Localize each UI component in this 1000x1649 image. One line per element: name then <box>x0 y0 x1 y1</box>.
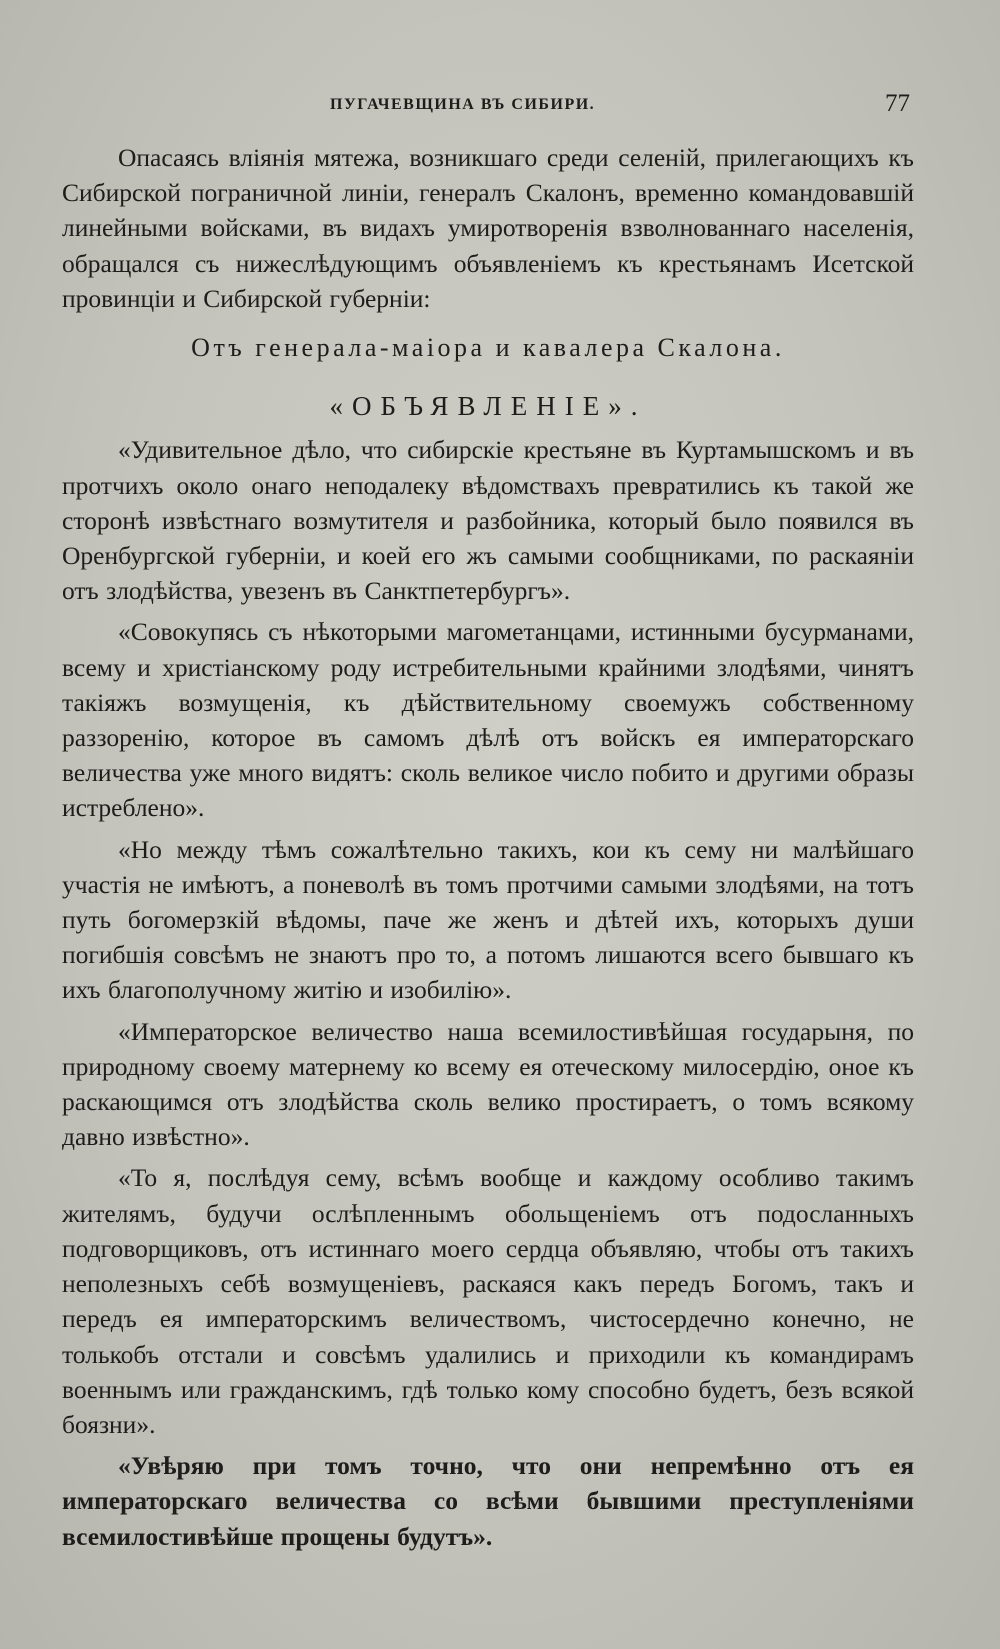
running-head: ПУГАЧЕВЩИНА ВЪ СИБИРИ. <box>330 96 596 113</box>
quote-paragraph: «Императорское величество наша всемилостивѣйшая государыня, по природному своему матернему ко всему ея отеческому милосердію, оное къ раскающимся отъ злодѣйства сколь велико простираетъ, о томъ всякому давно извѣстно». <box>62 1016 914 1152</box>
quote-paragraph: «Но между тѣмъ сожалѣтельно такихъ, кои къ сему ни малѣйшаго участія не имѣютъ, а поневолѣ въ томъ протчими самыми злодѣями, на тотъ путь богомерзкій вѣдомы, паче же женъ и дѣтей ихъ, которыхъ души погибшія совсѣмъ не знаютъ про то, а потомъ лишаются всего бывшаго къ ихъ благополучному житію и изобилію». <box>62 834 914 1005</box>
quote-paragraph: «То я, послѣдуя сему, всѣмъ вообще и каждому особливо такимъ жителямъ, будучи ослѣпленнымъ обольщеніемъ отъ подосланныхъ подговорщиковъ, отъ истиннаго моего сердца объявляю, чтобы отъ такихъ неполезныхъ себѣ возмущеніевъ, раскаяся какъ передъ Богомъ, такъ и передъ ея императорскимъ величествомъ, чистосердечно конечно, не толькобъ отстали и совсѣмъ удалились и приходили къ командирамъ военнымъ или гражданскимъ, гдѣ только кому способно будетъ, безъ всякой боязни». <box>62 1163 914 1439</box>
intro-paragraph: Опасаясь вліянія мятежа, возникшаго среди селеній, прилегающихъ къ Сибирской пограничной линіи, генералъ Скалонъ, временно командовавшій линейными войсками, въ видахъ умиротворенія взволнованнаго населенія, обращался съ нижеслѣдующимъ объявленіемъ къ крестьянамъ Исетской провинціи и Сибирской губерніи: <box>62 143 914 313</box>
quote-paragraph: «Удивительное дѣло, что сибирскіе крестьяне въ Куртамышскомъ и въ протчихъ около онаго неподалеку вѣдомствахъ превратились къ такой же сторонѣ извѣстнаго возмутителя и разбойника, который было появился въ Оренбургской губерніи, и коей его жъ самыми сообщниками, по раскаяніи отъ злодѣйства, увезенъ въ Санктпетербургъ». <box>62 435 914 606</box>
quote-paragraph: «Совокупясь съ нѣкоторыми магометанцами, истинными бусурманами, всему и христіанскому роду истребительными крайними злодѣями, чинятъ такіяжъ возмущенія, къ дѣйствительному своемужъ собственному раззоренію, которое въ самомъ дѣлѣ отъ войскъ ея императорскаго величества уже много видятъ: сколь великое число побито и другими образы истреблено». <box>62 617 914 823</box>
quote-paragraph: «Увѣряю при томъ точно, что они непремѣнно отъ ея императорскаго величества со всѣми бывшими преступленіями всемилостивѣйше прощены будутъ». <box>62 1451 914 1551</box>
page-header <box>0 92 1000 132</box>
issuer-heading: Отъ генерала-маіора и кавалера Скалона. <box>191 333 785 363</box>
page-number: 77 <box>885 90 910 117</box>
page-body <box>62 140 914 1560</box>
announcement-title: «ОБЪЯВЛЕНІЕ». <box>329 391 647 422</box>
